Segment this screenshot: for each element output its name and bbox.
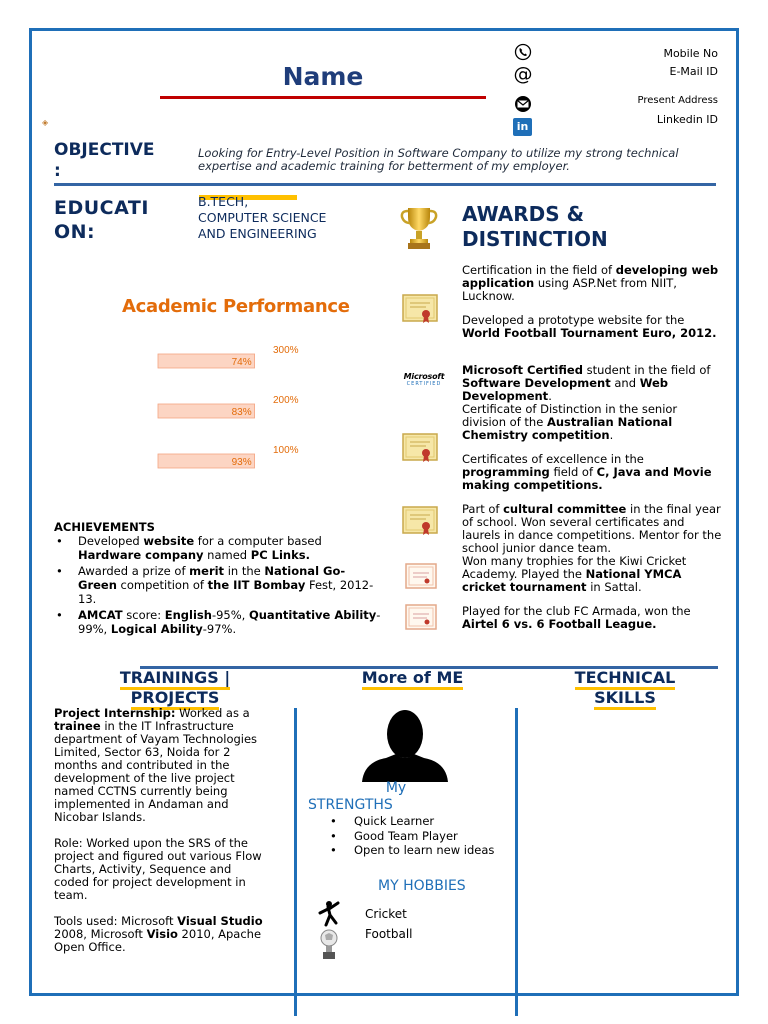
strengths-list bbox=[330, 814, 494, 858]
trainings-content bbox=[54, 707, 269, 967]
achievement-text: Developed website for a computer based Hardware company named PC Links. bbox=[78, 534, 322, 562]
trainings-title-line1: TRAININGS | bbox=[120, 668, 230, 690]
linkedin-icon: in bbox=[513, 118, 532, 136]
achievement-item bbox=[54, 608, 384, 636]
objective-text: Looking for Entry-Level Position in Software Company to utilize my strong technical expertise and academic training for betterment of my employer. bbox=[198, 146, 679, 173]
education-degree bbox=[198, 194, 378, 242]
objective-divider bbox=[54, 183, 716, 186]
award-item: Part of cultural committee in the final year of school. Won several certificates and laurels in dance competitions. Mentor for the school junior dance team. Won many trophies for the Kiwi Cricket Academy. Played the National YMCA cricket tournament in Sattal. bbox=[462, 502, 722, 594]
chart-data-label: 74% bbox=[231, 357, 252, 368]
strength-item bbox=[330, 843, 494, 858]
bullet: • bbox=[330, 828, 337, 843]
chart-tick-label: 200% bbox=[273, 395, 299, 406]
bullet: • bbox=[56, 534, 63, 548]
achievements-list bbox=[54, 534, 384, 638]
strengths-title-line2: STRENGTHS bbox=[308, 797, 393, 813]
cricket-player-icon bbox=[316, 899, 342, 931]
award-item: Certificates of excellence in the programming field of C, Java and Movie making competitions. bbox=[462, 452, 712, 492]
award-item: Played for the club FC Armada, won the Airtel 6 vs. 6 Football League. bbox=[462, 604, 691, 631]
name-underline bbox=[160, 96, 486, 99]
education-title: EDUCATI ON: bbox=[54, 197, 149, 243]
column-divider-left bbox=[294, 708, 297, 1016]
bullet: • bbox=[56, 608, 63, 622]
column-divider-right bbox=[515, 708, 518, 1016]
strength-text: Open to learn new ideas bbox=[354, 843, 495, 857]
degree-line-2: COMPUTER SCIENCE bbox=[198, 210, 327, 225]
certificate-icon bbox=[402, 432, 438, 468]
strength-text: Quick Learner bbox=[354, 814, 435, 828]
award-item: Developed a prototype website for the World Football Tournament Euro, 2012. bbox=[462, 313, 717, 340]
certificate-small-icon bbox=[405, 604, 437, 634]
hobby-cricket: Cricket bbox=[365, 907, 407, 921]
awards-title: AWARDS & DISTINCTION bbox=[462, 202, 608, 251]
degree-line-3: AND ENGINEERING bbox=[198, 226, 317, 241]
chart-data-label: 83% bbox=[231, 407, 252, 418]
bullet: • bbox=[330, 843, 337, 857]
strength-text: Good Team Player bbox=[354, 828, 458, 843]
linkedin-label: Linkedin ID bbox=[656, 113, 718, 126]
certificate-icon bbox=[402, 293, 438, 329]
more-title bbox=[330, 668, 495, 688]
training-paragraph: Tools used: Microsoft Visual Studio 2008, Microsoft Visio 2010, Apache Open Office. bbox=[54, 914, 263, 954]
technical-title-line2: SKILLS bbox=[594, 688, 656, 710]
ms-logo-text: Microsoft bbox=[403, 372, 445, 381]
email-icon bbox=[512, 95, 534, 113]
degree-line-1: B.TECH, bbox=[198, 194, 249, 209]
technical-title-line1: TECHNICAL bbox=[575, 668, 676, 690]
microsoft-certified-logo bbox=[399, 372, 449, 387]
at-icon: @ bbox=[513, 63, 533, 85]
achievement-item bbox=[54, 534, 384, 562]
award-item: Certification in the field of developing web application using ASP.Net from NIIT, Lucknow. bbox=[462, 263, 719, 303]
certificate-icon bbox=[402, 505, 438, 541]
technical-skills-title bbox=[550, 668, 700, 708]
football-trophy-icon bbox=[318, 929, 340, 965]
strengths-title bbox=[307, 780, 485, 814]
chart-data-label: 93% bbox=[231, 457, 252, 468]
strengths-title-line1: My bbox=[385, 780, 407, 796]
mobile-label: Mobile No bbox=[663, 47, 718, 60]
bullet: • bbox=[330, 814, 337, 828]
hobbies-title: MY HOBBIES bbox=[378, 878, 466, 894]
award-item: Microsoft Certified student in the field of Software Development and Web Development. Certificate of Distinction in the senior division of the Australian National Chemistry competition. bbox=[462, 363, 711, 442]
achievement-text: Awarded a prize of merit in the National Go-Green competition of the IIT Bombay Fest, 2012-13. bbox=[78, 564, 374, 606]
email-label: E-Mail ID bbox=[669, 65, 718, 78]
ms-logo-sub: CERTIFIED bbox=[406, 381, 442, 387]
chart-tick-label: 100% bbox=[273, 445, 299, 456]
certificate-small-icon bbox=[405, 563, 437, 593]
profile-silhouette-icon bbox=[356, 706, 454, 786]
chart-tick-label: 300% bbox=[273, 345, 299, 356]
achievement-text: AMCAT score: English-95%, Quantitative Ability-99%, Logical Ability-97%. bbox=[78, 608, 381, 636]
achievement-item bbox=[54, 564, 384, 606]
trophy-icon bbox=[399, 205, 439, 255]
more-title-text: More of ME bbox=[362, 668, 464, 690]
training-paragraph: Project Internship: Worked as a trainee in the IT Infrastructure department of Vayam Technologies Limited, Sector 63, Noida for 2 months and contributed in the development of the live project named CCTNS currently being implemented in Andaman and Nicobar Islands. bbox=[54, 706, 258, 824]
phone-icon bbox=[512, 43, 534, 61]
objective-title: OBJECTIVE : bbox=[54, 140, 155, 181]
hobby-football: Football bbox=[365, 927, 413, 941]
trainings-title-line2: PROJECTS bbox=[131, 688, 220, 710]
candidate-name: Name bbox=[282, 62, 364, 91]
training-paragraph: Role: Worked upon the SRS of the project and figured out various Flow Charts, Activity, Sequence and coded for project development in team. bbox=[54, 836, 262, 902]
address-label: Present Address bbox=[637, 95, 718, 106]
strength-item bbox=[330, 814, 494, 829]
strength-item bbox=[330, 829, 494, 844]
academic-performance-chart bbox=[120, 330, 320, 480]
bullet: • bbox=[56, 564, 63, 578]
trainings-title bbox=[90, 668, 260, 708]
decorative-mark: ◈ bbox=[42, 118, 49, 127]
chart-title: Academic Performance bbox=[122, 296, 350, 317]
achievements-title: ACHIEVEMENTS bbox=[54, 520, 155, 534]
